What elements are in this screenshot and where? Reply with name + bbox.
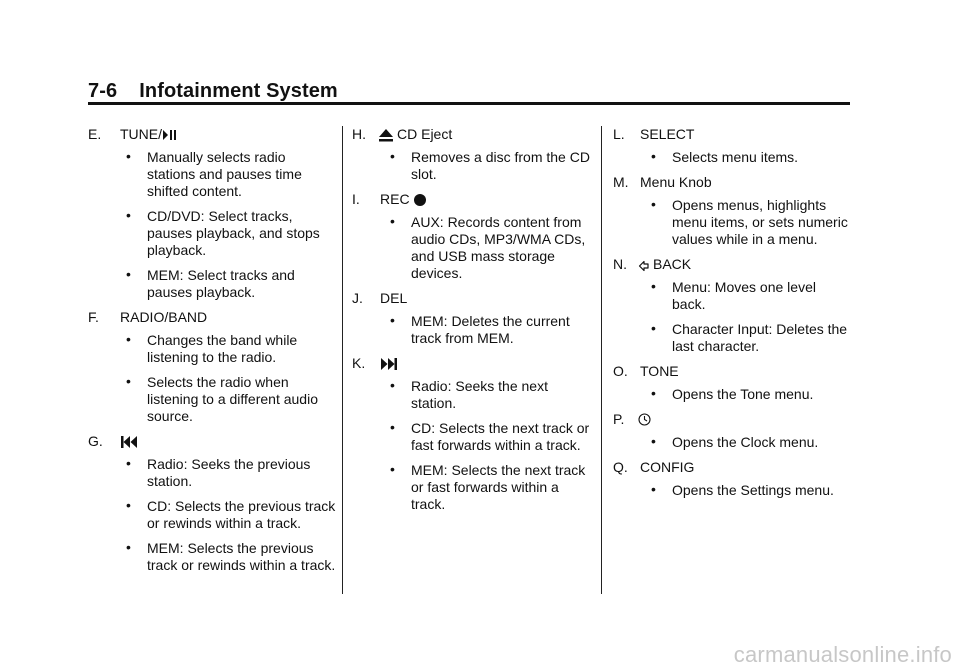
entry-letter: I. <box>352 191 360 207</box>
bullet-item: • Menu: Moves one level back. <box>613 279 853 313</box>
entry-label: TONE <box>640 363 679 379</box>
entry-label: TUNE/ <box>120 126 162 142</box>
entry-e <box>88 126 336 301</box>
bullet-item: • MEM: Selects the previous track or rewinds within a track. <box>88 540 336 574</box>
bullet-item: • MEM: Deletes the current track from MEM. <box>352 313 590 347</box>
bullet-item: • Opens menus, highlights menu items, or sets numeric values while in a menu. <box>613 197 853 248</box>
header-rule <box>88 102 850 105</box>
entry-letter: K. <box>352 355 366 371</box>
entry-letter: Q. <box>613 459 628 475</box>
entry-j <box>352 290 590 347</box>
entry-letter: O. <box>613 363 628 379</box>
entry-h <box>352 126 590 183</box>
bullet-item: • Manually selects radio stations and pauses time shifted content. <box>88 149 336 200</box>
bullet-item: • AUX: Records content from audio CDs, MP3/WMA CDs, and USB mass storage devices. <box>352 214 590 282</box>
entry-letter: F. <box>88 309 99 325</box>
entry-letter: M. <box>613 174 629 190</box>
entry-label: BACK <box>653 256 692 272</box>
bullet-item: • CD: Selects the previous track or rewinds within a track. <box>88 498 336 532</box>
bullet-item: • CD/DVD: Select tracks, pauses playback, and stops playback. <box>88 208 336 259</box>
entry-o <box>613 363 853 403</box>
entry-k <box>352 355 590 513</box>
bullet-item: • Opens the Settings menu. <box>613 482 853 499</box>
entry-label: CD Eject <box>397 126 453 142</box>
entry-label: SELECT <box>640 126 695 142</box>
entry-letter: E. <box>88 126 102 142</box>
entry-m <box>613 174 853 248</box>
bullet-item: • Selects menu items. <box>613 149 853 166</box>
entry-letter: H. <box>352 126 366 142</box>
column-left <box>88 126 336 582</box>
bullet-item: • Radio: Seeks the next station. <box>352 378 590 412</box>
section-number: 7-6 <box>88 80 118 102</box>
bullet-item: • Radio: Seeks the previous station. <box>88 456 336 490</box>
column-middle <box>352 126 590 521</box>
column-divider <box>601 126 602 594</box>
entry-p <box>613 411 853 451</box>
entry-label: DEL <box>380 290 408 306</box>
watermark: carmanualsonline.info <box>733 642 952 667</box>
entry-letter: L. <box>613 126 625 142</box>
entry-l <box>613 126 853 166</box>
back-arrow-icon <box>638 258 650 272</box>
bullet-item: • MEM: Select tracks and pauses playback. <box>88 267 336 301</box>
bullet-item: • Opens the Tone menu. <box>613 386 853 403</box>
entry-letter: P. <box>613 411 625 427</box>
previous-track-icon <box>120 434 138 450</box>
entry-q <box>613 459 853 499</box>
entry-label: CONFIG <box>640 459 695 475</box>
bullet-item: • Opens the Clock menu. <box>613 434 853 451</box>
bullet-item: • Character Input: Deletes the last character. <box>613 321 853 355</box>
entry-label: Menu Knob <box>640 174 712 190</box>
bullet-item: • Removes a disc from the CD slot. <box>352 149 590 183</box>
bullet-item: • Selects the radio when listening to a different audio source. <box>88 374 336 425</box>
entry-f <box>88 309 336 425</box>
entry-i <box>352 191 590 282</box>
seek-pause-icon <box>162 127 178 143</box>
eject-icon <box>378 127 394 143</box>
record-icon <box>413 193 427 207</box>
clock-icon <box>638 413 651 426</box>
entry-letter: G. <box>88 433 103 449</box>
next-track-icon <box>380 356 398 372</box>
bullet-item: • CD: Selects the next track or fast forwards within a track. <box>352 420 590 454</box>
entry-letter: J. <box>352 290 363 306</box>
entry-g <box>88 433 336 574</box>
entry-n <box>613 256 853 355</box>
column-divider <box>342 126 343 594</box>
section-title: Infotainment System <box>139 80 338 102</box>
entry-label: RADIO/BAND <box>120 309 208 325</box>
entry-label: REC <box>380 191 410 207</box>
bullet-item: • MEM: Selects the next track or fast forwards within a track. <box>352 462 590 513</box>
column-right <box>613 126 853 507</box>
entry-letter: N. <box>613 256 627 272</box>
bullet-item: • Changes the band while listening to the radio. <box>88 332 336 366</box>
page-header <box>88 80 338 103</box>
